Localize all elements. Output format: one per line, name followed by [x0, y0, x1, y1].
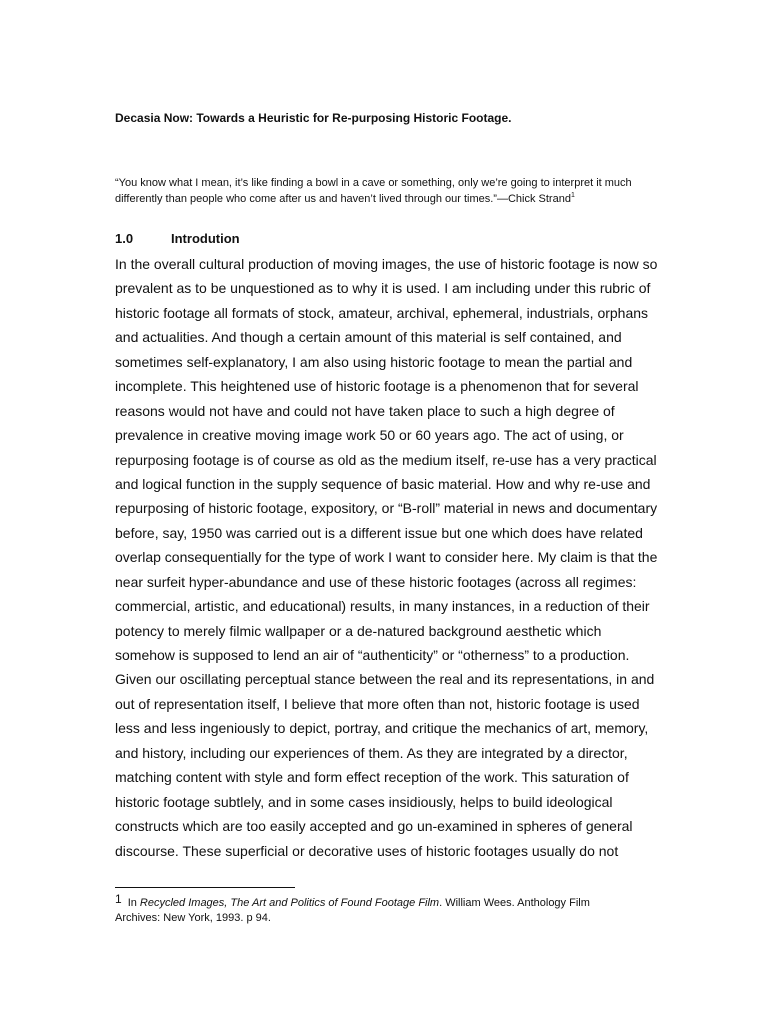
- body-line: commercial, artistic, and educational) results, in many instances, in a reduction of their: [115, 598, 650, 615]
- body-line: sometimes self-explanatory, I am also using historic footage to mean the partial and: [115, 353, 633, 370]
- body-line: prevalence in creative moving image work 50 or 60 years ago. The act of using, or: [115, 427, 624, 444]
- body-line: constructs which are too easily accepted and go un-examined in spheres of general: [115, 818, 633, 835]
- body-line: reasons would not have and could not have taken place to such a high degree of: [115, 402, 615, 419]
- body-line: repurposing footage is of course as old as the medium itself, re-use has a very practical: [115, 451, 657, 468]
- body-line: and actualities. And though a certain amount of this material is self contained, and: [115, 329, 622, 346]
- body-line: historic footage all formats of stock, amateur, archival, ephemeral, industrials, orphans: [115, 304, 649, 321]
- document-title: Decasia Now: Towards a Heuristic for Re-purposing Historic Footage.: [115, 111, 512, 125]
- body-line: repurposing of historic footage, expository, or “B-roll” material in news and documentary: [115, 500, 658, 517]
- body-line: somehow is supposed to lend an air of “authenticity” or “otherness” to a production.: [115, 647, 630, 663]
- body-line: overlap consequentially for the type of work I want to consider here. My claim is that the: [115, 549, 658, 566]
- section-heading: [115, 230, 240, 248]
- footnote-reference[interactable]: 1: [570, 192, 575, 199]
- footnote-mark: 1: [115, 892, 122, 906]
- section-title: Introdution: [171, 231, 240, 246]
- body-line: Given our oscillating perceptual stance between the real and its representations, in and: [115, 671, 655, 688]
- body-line: matching content with style and form effect reception of the work. This saturation of: [115, 769, 629, 786]
- body-line: potency to merely filmic wallpaper or a de-natured background aesthetic which: [115, 622, 602, 639]
- body-line: less and less ingeniously to depict, portray, and critique the mechanics of art, memory,: [115, 720, 649, 737]
- footnote-line: [115, 892, 675, 911]
- body-paragraph: [115, 252, 675, 863]
- epigraph-line: “You know what I mean, it’s like finding a bowl in a cave or something, only we’re going to interpret it much: [115, 177, 632, 189]
- footnote-citation-continued: Archives: New York, 1993. p 94.: [115, 912, 271, 924]
- footnote-citation: . William Wees. Anthology Film: [439, 897, 590, 909]
- section-number: 1.0: [115, 231, 134, 246]
- body-line: and logical function in the supply sequence of basic material. How and why re-use and: [115, 475, 651, 492]
- body-line: before, say, 1950 was carried out is a different issue but one which does have related: [115, 524, 643, 541]
- body-line: historic footage subtlely, and in some cases insidiously, helps to build ideological: [115, 793, 613, 810]
- footnote-divider: [115, 887, 295, 888]
- body-line: discourse. These superficial or decorative uses of historic footages usually do not: [115, 842, 619, 859]
- body-line: In the overall cultural production of moving images, the use of historic footage is now so: [115, 256, 658, 272]
- epigraph-quote: [115, 175, 675, 207]
- body-line: out of representation itself, I believe that more often than not, historic footage is used: [115, 695, 640, 712]
- footnote-prefix: In: [127, 897, 140, 909]
- body-line: near surfeit hyper-abundance and use of these historic footages (across all regimes:: [115, 573, 637, 590]
- epigraph-line: differently than people who come after us and haven’t lived through our times.”—Chick Strand: [115, 193, 571, 205]
- body-line: and history, including our experiences of them. As they are integrated by a director,: [115, 744, 628, 761]
- body-line: prevalent as to be unquestioned as to why it is used. I am including under this rubric of: [115, 280, 651, 297]
- footnote: [115, 892, 675, 926]
- footnote-cited-work-title: Recycled Images, The Art and Politics of Found Footage Film: [139, 897, 440, 909]
- body-line: incomplete. This heightened use of historic footage is a phenomenon that for several: [115, 378, 639, 395]
- epigraph-line-with-attribution: [115, 191, 675, 207]
